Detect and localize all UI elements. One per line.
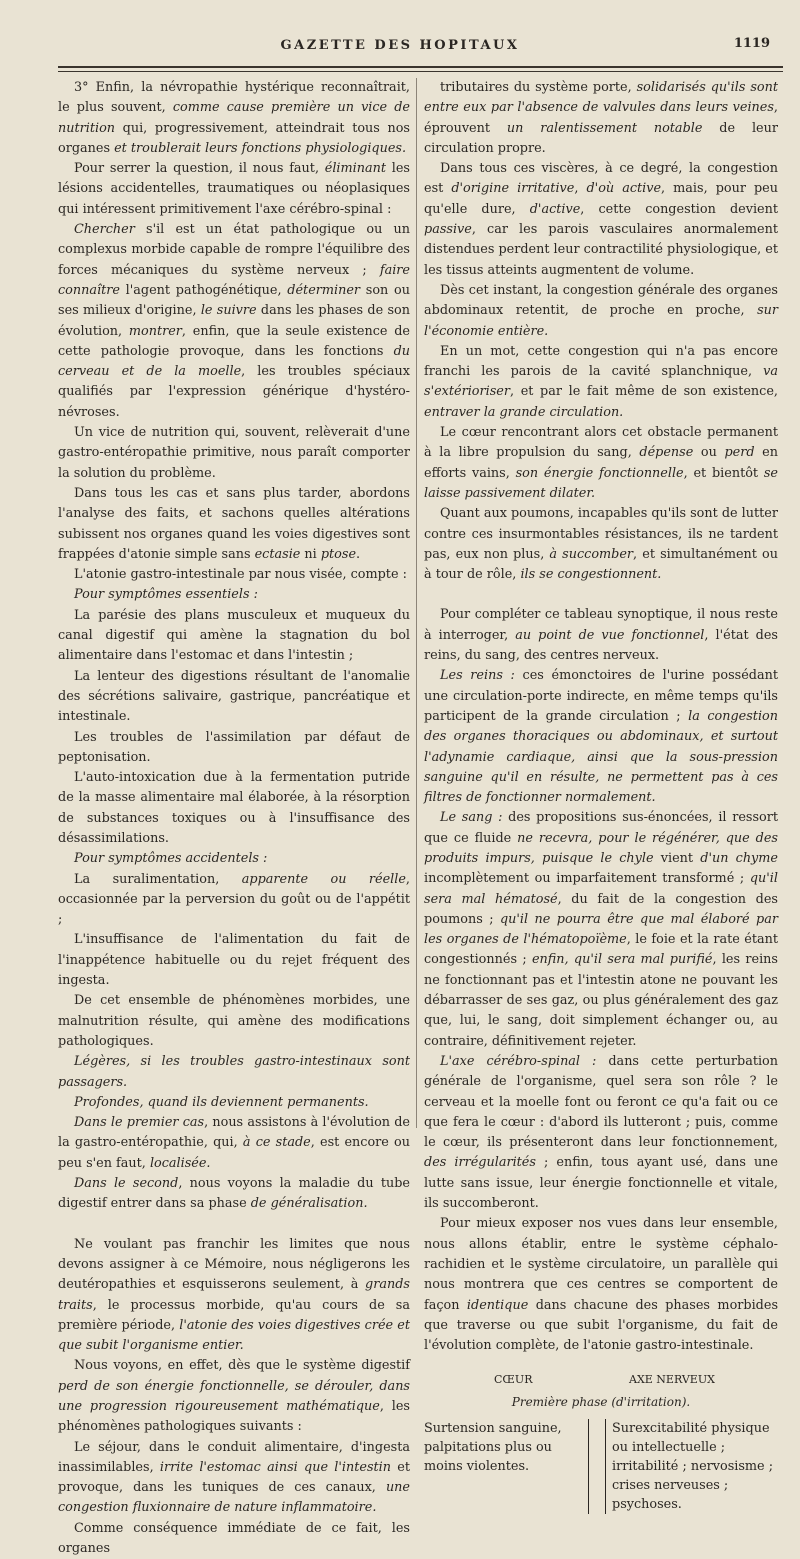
italic-text: localisée. (149, 1155, 211, 1171)
text-run: , enfin, que la seule existence de cette pathologie provoque, dans les fonctions (58, 323, 410, 359)
paragraph (58, 1174, 410, 1215)
italic-text: passive (424, 222, 472, 238)
italic-text: des irrégularités (424, 1155, 536, 1171)
text-run: ni (300, 546, 321, 562)
text-run: Un vice de nutrition qui, souvent, relèverait d'une gastro-entéropathie primitive, nous paraît comporter la solution du problème. (58, 425, 410, 481)
paragraph (58, 78, 410, 159)
text-run: Les troubles de l'assimilation par défaut de peptonisation. (58, 729, 410, 765)
italic-text: Profondes, quand ils deviennent permanents. (74, 1094, 369, 1110)
diagram-phase-label (424, 1392, 778, 1412)
text-run: ou (693, 445, 725, 461)
paragraph (58, 728, 410, 769)
italic-text: Légères, si les troubles gastro-intestinaux sont passagers. (58, 1054, 410, 1090)
text-run: les lésions accidentelles, traumatiques ou néoplasiques qui intéressent primitivement l'axe cérébro-spinal : (58, 161, 410, 217)
paragraph (58, 423, 410, 484)
italic-text: Les reins : (440, 668, 515, 684)
italic-text: d'active (529, 201, 581, 217)
italic-text: irrite l'estomac ainsi que l'intestin (159, 1459, 391, 1475)
paragraph (58, 870, 410, 931)
text-run: , cette congestion devient (580, 201, 778, 217)
text-run: , les reins ne fonctionnant pas et l'intestin atone ne pouvant les débarrasser de ses gaz, ou plus généralement des gaz que, lui, le sang, doit simplement échanger ou, au contraire, définitivement rejeter. (424, 952, 778, 1049)
text-run: , et simultanément ou à tour de rôle, (424, 546, 779, 583)
paragraph (58, 849, 410, 869)
text-run: , est encore ou peu s'en faut, (58, 1135, 410, 1171)
paragraph (424, 1214, 778, 1356)
text-run: , l'état des reins, du sang, des centres nerveux. (424, 627, 778, 664)
text-run: , (574, 181, 587, 197)
text-run: , nous assistons à l'évolution de la gastro-entéropathie, qui, (58, 1115, 410, 1151)
paragraph (58, 1093, 410, 1113)
text-run: son ou ses milieux d'origine, (58, 282, 410, 319)
italic-text: se laisse passivement dilater. (424, 465, 778, 501)
italic-text: perd de son énergie fonctionnelle, se dérouler, dans une progression rigoureusement mathématique (58, 1378, 410, 1414)
italic-text: son énergie fonctionnelle (515, 465, 684, 481)
italic-text: sur l'économie entière. (424, 303, 778, 339)
text-run: s'il est un état pathologique ou un complexus morbide capable de rompre l'équilibre des forces mécaniques du système nerveux ; (58, 222, 410, 278)
text-run: tributaires du système porte, (440, 80, 637, 95)
paragraph (424, 342, 778, 423)
diagram-headers (424, 1370, 778, 1388)
text-run: En un mot, cette congestion qui n'a pas encore franchi les parois de la cavité splanchnique, (424, 343, 778, 380)
italic-text: une congestion fluxionnaire de nature inflammatoire. (58, 1480, 410, 1516)
header-rule (58, 66, 783, 72)
paragraph (58, 667, 410, 728)
paragraph (58, 1052, 410, 1093)
italic-text: entraver la grande circulation. (424, 404, 624, 420)
paragraph (424, 423, 778, 504)
italic-text: à succomber (549, 546, 634, 562)
text-run: . (356, 546, 361, 562)
italic-text: Dans le second (74, 1176, 179, 1192)
italic-text: qu'il sera mal hématosé (424, 871, 778, 907)
paragraph (424, 605, 778, 666)
italic-text: ectasie (254, 546, 301, 562)
italic-text: d'origine irritative (451, 181, 575, 197)
text-run: , les phénomènes pathologiques suivants : (58, 1399, 410, 1435)
italic-text: à ce stade (242, 1135, 311, 1151)
phase-subtitle: (d'irritation). (611, 1395, 691, 1410)
text-run: , nous voyons la maladie du tube digestif entrer dans sa phase (58, 1176, 410, 1212)
italic-text: va s'extérioriser (424, 364, 778, 400)
italic-text: Dans le premier cas (74, 1115, 205, 1131)
text-run: vient (653, 850, 701, 866)
diagram-head-nervous-axis: AXE NERVEUX (629, 1373, 715, 1387)
text-run: de leur circulation propre. (424, 120, 778, 156)
text-run: La suralimentation, (74, 871, 242, 887)
paragraph (58, 565, 410, 585)
diagram-nervous-text: Surexcitabilité physique ou intellectuelle ; irritabilité ; nervosisme ; crises nerveuses ; psychoses. (605, 1419, 778, 1514)
journal-title: GAZETTE DES HOPITAUX (280, 38, 520, 53)
italic-text: solidarisés qu'ils sont entre eux par l'absence de valvules dans leurs veines (424, 80, 778, 116)
paragraph (58, 1356, 410, 1437)
paragraph (424, 808, 778, 1052)
text-run: ; enfin, tous ayant usé, dans une lutte sans issue, leur énergie fonctionnelle et vitale, ils succomberont. (424, 1155, 778, 1212)
text-run: qui, progressivement, atteindrait tous nos organes (58, 120, 410, 156)
text-run: , occasionnée par la perversion du goût ou de l'appétit ; (58, 871, 410, 928)
italic-text: Pour symptômes essentiels : (74, 587, 258, 603)
text-run: Pour compléter ce tableau synoptique, il nous reste à interroger, (424, 607, 778, 643)
italic-text: déterminer (287, 282, 361, 298)
text-run: dans les phases de son évolution, (58, 303, 410, 339)
text-run: Dans tous les cas et sans plus tarder, abordons l'analyse des faits, et sachons quelles altérations subissent nos organes quand les voies digestives sont frappées d'atonie simple sans (58, 485, 410, 562)
italic-text: perd (724, 445, 755, 461)
italic-text: d'où active (586, 181, 662, 197)
italic-text: ils se congestionnent. (520, 567, 662, 583)
italic-text: ptose (320, 546, 357, 562)
text-run: Pour mieux exposer nos vues dans leur ensemble, nous allons établir, entre le système céphalo-rachidien et le système circulatoire, un parallèle qui nous montrera que ces centres se comportent de façon (424, 1216, 778, 1313)
diagram-head-heart: CŒUR (494, 1373, 533, 1387)
text-run: ces émonctoires de l'urine possédant une circulation-porte indirecte, en même temps qu'ils participent de la grande circulation ; (424, 668, 778, 724)
text-run: , les troubles spéciaux qualifiés par l'expression générique d'hystéro-névroses. (58, 364, 410, 420)
italic-text: l'atonie des voies digestives crée et que subit l'organisme entier. (58, 1317, 410, 1354)
italic-text: au point de vue fonctionnel (515, 627, 705, 643)
italic-text: grands traits (58, 1277, 410, 1313)
paragraph (58, 1438, 410, 1519)
italic-text: éliminant (324, 161, 387, 177)
italic-text: faire connaître (58, 262, 410, 298)
text-run: La lenteur des digestions résultant de l'anomalie des sécrétions salivaire, gastrique, pancréatique et intestinale. (58, 668, 410, 725)
paragraph (58, 220, 410, 423)
text-run: , du fait de la congestion des poumons ; (424, 891, 778, 927)
text-run: , le processus morbide, qu'au cours de sa première période, (58, 1297, 410, 1333)
left-column (58, 78, 410, 1559)
italic-text: le suivre (200, 303, 257, 319)
text-run: et provoque, dans les tuniques de ces canaux, (58, 1459, 410, 1496)
paragraph (58, 585, 410, 605)
text-run: Ne voulant pas franchir les limites que nous devons assigner à ce Mémoire, nous négligerons les deutéropathies et esquisserons seulement, à (58, 1236, 410, 1293)
paragraph (58, 484, 410, 565)
italic-text: Chercher (74, 222, 135, 238)
italic-text: de généralisation. (250, 1196, 368, 1212)
italic-text: montrer (128, 323, 182, 339)
italic-text: enfin, qu'il sera mal purifié (531, 952, 713, 968)
paragraph (58, 930, 410, 991)
italic-text: un ralentissement notable (506, 120, 703, 136)
text-run: dans chacune des phases morbides que traverse ou que subit l'organisme, du fait de l'évolution complète, de l'atonie gastro-intestinale. (424, 1297, 779, 1354)
diagram-columns (424, 1419, 778, 1514)
text-run: en efforts vains, (424, 445, 778, 481)
text-run: dans cette perturbation générale de l'organisme, quel sera son rôle ? le cerveau et la moelle font ou feront ce qu'a fait ou ce que fera le cœur : d'abord ils lutteront ; puis, comme le cœur, ils présenteront dans leur fonctionnement, (424, 1053, 778, 1151)
paragraph (58, 991, 410, 1052)
italic-text: du cerveau et de la moelle (58, 343, 410, 380)
italic-text: qu'il ne pourra être que mal élaboré par les organes de l'hématopoïème (424, 911, 778, 948)
column-divider (416, 78, 417, 1128)
paragraph (58, 1113, 410, 1174)
text-run: L'auto-intoxication due à la fermentation putride de la masse alimentaire mal élaborée, à la résorption de substances toxiques ou à l'insuffisance des désassimilations. (58, 770, 410, 846)
text-run: , et bientôt (683, 465, 764, 481)
italic-text: identique (466, 1297, 529, 1313)
paragraph (424, 78, 778, 159)
text-run: Dans tous ces viscères, à ce degré, la congestion est (424, 161, 778, 197)
paragraph (58, 1235, 410, 1357)
paragraph (58, 159, 410, 220)
text-run: des propositions sus-énoncées, il ressort que ce fluide (424, 810, 779, 846)
text-run: , éprouvent (424, 100, 778, 136)
text-run: incomplètement ou imparfaitement transformé ; (424, 871, 750, 887)
page-number: 1119 (733, 36, 770, 51)
italic-text: ne recevra, pour le régénérer, que des produits impurs, puisque le chyle (424, 830, 778, 866)
right-column (424, 78, 778, 1514)
italic-text: la congestion des organes thoraciques ou abdominaux, et surtout l'adynamie cardiaque, ainsi que la sous-pression sanguine qu'il en résulte, ne permettent pas à ces filtres de fonctionner normalement. (424, 708, 778, 806)
text-run: Comme conséquence immédiate de ce fait, les organes (58, 1520, 410, 1557)
italic-text: apparente ou réelle (241, 871, 406, 887)
text-run: Pour serrer la question, il nous faut, (74, 161, 325, 177)
paragraph (424, 1052, 778, 1214)
paragraph (424, 504, 778, 585)
paragraph (424, 281, 778, 342)
text-run: Nous voyons, en effet, dès que le système digestif (74, 1358, 410, 1374)
phase-title: Première phase (511, 1395, 608, 1410)
paragraph (424, 666, 778, 808)
italic-text: Le sang : (440, 810, 503, 826)
text-run: l'agent pathogénétique, (119, 282, 288, 298)
italic-text: Pour symptômes accidentels : (74, 851, 268, 867)
italic-text: et troublerait leurs fonctions physiologiques. (114, 140, 407, 156)
paragraph (424, 159, 778, 281)
text-run: , car les parois vasculaires anormalement distendues perdent leur contractilité physiologique, et les tissus atteints augmentent de volume. (424, 222, 778, 278)
text-run: L'insuffisance de l'alimentation du fait de l'inappétence habituelle ou du rejet fréquent des ingesta. (58, 932, 410, 989)
italic-text: comme cause première un vice de nutrition (58, 100, 411, 136)
text-run: L'atonie gastro-intestinale par nous visée, compte : (74, 567, 407, 583)
italic-text: L'axe cérébro-spinal : (440, 1053, 597, 1069)
text-run: Dès cet instant, la congestion générale des organes abdominaux retentit, de proche en proche, (424, 282, 778, 319)
text-run: 3° Enfin, la névropathie hystérique reconnaîtrait, le plus souvent, (58, 80, 410, 116)
italic-text: d'un chyme (700, 850, 778, 866)
text-run: , le foie et la rate étant congestionnés ; (424, 932, 778, 968)
text-run: De cet ensemble de phénomènes morbides, une malnutrition résulte, qui amène des modifications pathologiques. (58, 993, 410, 1049)
paragraph (58, 1519, 410, 1559)
italic-text: dépense (639, 445, 694, 461)
text-run: , mais, pour peu qu'elle dure, (424, 181, 779, 217)
diagram-heart-text: Surtension sanguine, palpitations plus ou moins violentes. (424, 1419, 589, 1514)
right-column-text (424, 78, 778, 1356)
text-run: Le séjour, dans le conduit alimentaire, d'ingesta inassimilables, (58, 1439, 410, 1475)
paragraph (58, 768, 410, 849)
text-run: Le cœur rencontrant alors cet obstacle permanent à la libre propulsion du sang, (424, 425, 778, 461)
text-run: , et par le fait même de son existence, (509, 384, 778, 400)
text-run: La parésie des plans musculeux et muqueux du canal digestif qui amène la stagnation du bol alimentaire dans l'estomac et dans l'intestin ; (58, 607, 410, 664)
paragraph (58, 606, 410, 667)
text-run: Quant aux poumons, incapables qu'ils sont de lutter contre ces insurmontables résistances, ils ne tardent pas, eux non plus, (424, 506, 778, 562)
